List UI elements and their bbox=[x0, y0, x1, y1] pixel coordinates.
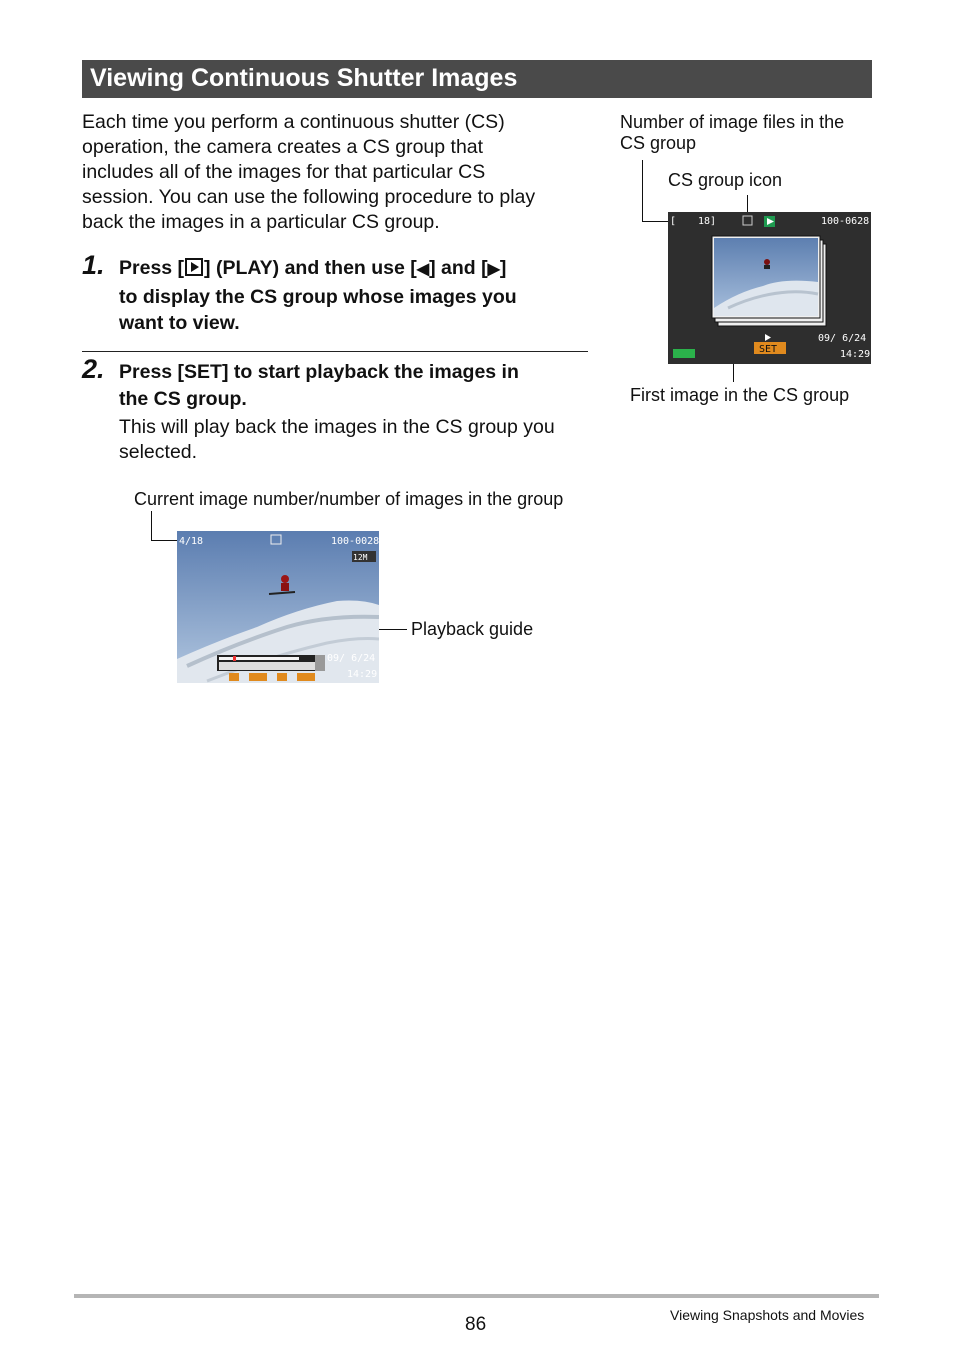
screen-file-number: 100-0028 bbox=[331, 536, 379, 547]
step-divider bbox=[82, 351, 588, 352]
callout-line bbox=[642, 221, 670, 222]
page-number: 86 bbox=[465, 1314, 487, 1335]
step-2-line-1: Press [SET] to start playback the images in bbox=[119, 361, 519, 383]
intro-paragraph bbox=[82, 110, 602, 235]
step-1-text bbox=[119, 255, 517, 337]
screen-image-count: 18] bbox=[698, 216, 717, 227]
callout-line bbox=[642, 160, 643, 222]
footer-section-title: Viewing Snapshots and Movies bbox=[670, 1307, 865, 1323]
step-2-desc-line-2: selected. bbox=[119, 441, 198, 463]
intro-line: session. You can use the following procedure to play bbox=[82, 186, 536, 208]
left-arrow-icon: ◀ bbox=[416, 261, 430, 278]
page-title: Viewing Continuous Shutter Images bbox=[90, 64, 518, 92]
step-1-line-3: want to view. bbox=[119, 312, 240, 334]
screen-set-label: SET bbox=[759, 344, 778, 355]
label-image-count: Number of image files in the CS group bbox=[620, 112, 845, 153]
intro-line: includes all of the images for that particular CS bbox=[82, 161, 486, 183]
play-button-icon bbox=[185, 258, 203, 276]
label-cs-group-icon: CS group icon bbox=[668, 170, 783, 190]
step-1-line-2: to display the CS group whose images you bbox=[119, 285, 517, 308]
label-current-image: Current image number/number of images in the group bbox=[134, 489, 564, 509]
step-2-description bbox=[119, 415, 555, 465]
callout-line bbox=[151, 511, 152, 541]
step-2-text bbox=[119, 359, 519, 412]
label-first-image: First image in the CS group bbox=[630, 385, 850, 405]
step-1-text-a: Press [ bbox=[119, 257, 185, 279]
screen-date: 09/ 6/24 bbox=[818, 333, 867, 344]
callout-line bbox=[151, 540, 179, 541]
step-1-text-b: ] (PLAY) and then use [ bbox=[204, 257, 417, 279]
battery-icon bbox=[673, 349, 695, 358]
intro-line: back the images in a particular CS group. bbox=[82, 211, 440, 233]
screen-time: 14:29 bbox=[840, 349, 871, 360]
screen-bracket: [ bbox=[670, 216, 677, 227]
screen-counter: 4/18 bbox=[179, 536, 204, 547]
section-title-bar bbox=[82, 60, 872, 98]
step-1-number: 1. bbox=[82, 250, 105, 280]
step-1-text-d: ] bbox=[499, 257, 507, 279]
step-2-desc-line-1: This will play back the images in the CS group you bbox=[119, 416, 555, 438]
screen-image-size: 12M bbox=[353, 553, 368, 562]
right-arrow-icon: ▶ bbox=[487, 261, 500, 278]
screen-file-number: 100-0628 bbox=[821, 216, 870, 227]
intro-line: Each time you perform a continuous shutter (CS) bbox=[82, 111, 505, 133]
camera-screen-playback bbox=[177, 531, 379, 683]
footer-rule bbox=[74, 1294, 879, 1298]
camera-screen-cs-group bbox=[668, 212, 871, 364]
step-2-number: 2. bbox=[82, 354, 105, 384]
step-2-line-2: the CS group. bbox=[119, 387, 247, 410]
label-playback-guide: Playback guide bbox=[411, 619, 534, 639]
intro-line: operation, the camera creates a CS group that bbox=[82, 136, 484, 158]
screen-date: 09/ 6/24 bbox=[327, 653, 376, 664]
screen-time: 14:29 bbox=[347, 669, 378, 680]
step-1-text-c: ] and [ bbox=[429, 257, 488, 279]
trash-icon bbox=[315, 655, 325, 671]
